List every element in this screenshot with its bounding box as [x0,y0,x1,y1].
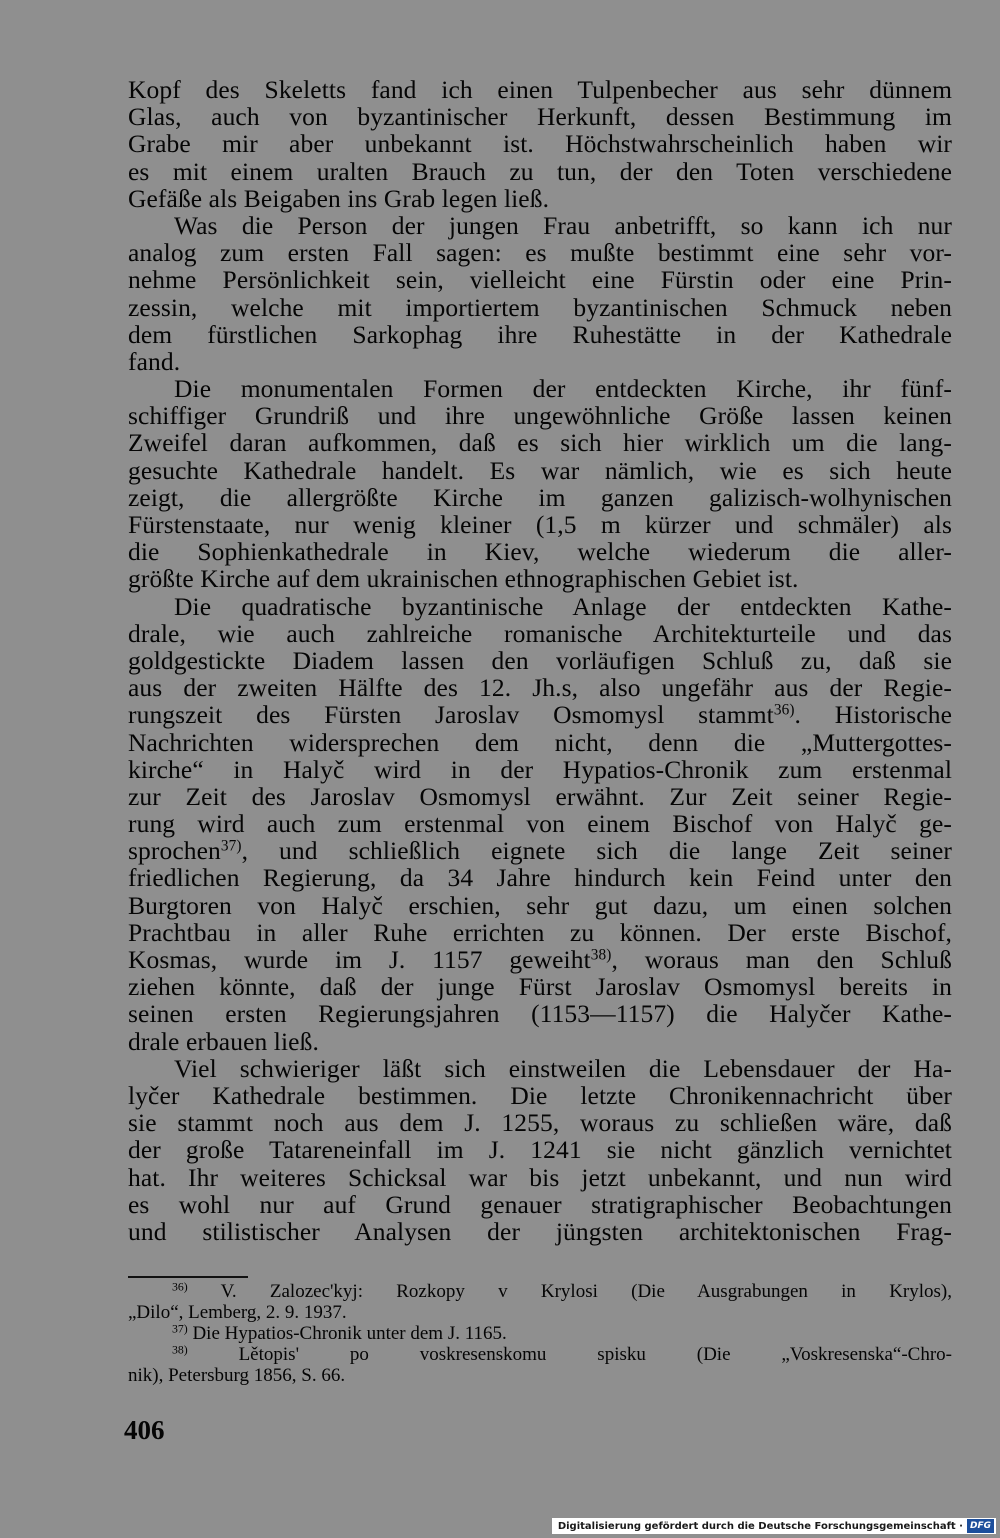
text-line: Viel schwieriger läßt sich einstweilen die Lebensdauer der Ha- [174,1053,952,1083]
footnote-line: „Dilo“, Lemberg, 2. 9. 1937. [128,1302,347,1323]
text-span: rungszeit des Fürsten Jaroslav Osmomysl stammt [128,700,774,730]
text-line: Zweifel daran aufkommen, daß es sich hier wirklich um die lang- [128,428,952,458]
text-line: Nachrichten widersprechen dem nicht, denn die „Muttergottes- [128,727,952,757]
text-line: nehme Persönlichkeit sein, vielleicht eine Fürstin oder eine Prin- [128,265,952,295]
footnote-mark: 38) [172,1343,188,1357]
footnote-line [128,1323,952,1344]
text-line: gesuchte Kathedrale handelt. Es war nämlich, wie es sich heute [128,455,952,485]
text-span: , woraus man den Schluß [611,945,952,974]
text-line: Die monumentalen Formen der entdeckten Kirche, ihr fünf- [174,374,952,404]
text-line: Gefäße als Beigaben ins Grab legen ließ. [128,183,550,213]
text-line: aus der zweiten Hälfte des 12. Jh.s, also ungefähr aus der Regie- [128,673,952,703]
text-line: kirche“ in Halyč wird in der Hypatios-Chronik zum erstenmal [128,754,952,784]
page-number: 406 [124,1415,165,1445]
footnote-ref: 37) [220,837,242,855]
text-span: sprochen [128,836,221,866]
footnote-separator [128,1276,248,1278]
text-line: zur Zeit des Jaroslav Osmomysl erwähnt. Zur Zeit seiner Regie- [128,781,952,811]
footnote-ref: 36) [773,701,795,719]
text-line [128,837,952,864]
text-line: friedlichen Regierung, da 34 Jahre hindurch kein Feind unter den [128,863,952,893]
credit-text: Digitalisierung gefördert durch die Deutsche Forschungsgemeinschaft · [557,1520,963,1532]
footnote-text: Die Hypatios-Chronik unter dem J. 1165. [192,1323,507,1344]
text-line: rung wird auch zum erstenmal von einem Bischof von Halyč ge- [128,809,952,839]
text-line: dem fürstlichen Sarkophag ihre Ruhestätte in der Kathedrale [128,319,952,349]
text-line: analog zum ersten Fall sagen: es mußte bestimmt eine sehr vor- [128,238,952,268]
text-line [128,946,952,973]
text-span: Kosmas, wurde im J. 1157 geweiht [128,945,591,974]
footnote-mark: 36) [172,1280,188,1294]
text-line: seinen ersten Regierungsjahren (1153—1157) die Halyčer Kathe- [128,999,952,1029]
text-line: Prachtbau in aller Ruhe errichten zu können. Der erste Bischof, [128,917,952,947]
dfg-logo-icon: DFG [967,1519,994,1533]
text-line: zessin, welche mit importiertem byzantinischen Schmuck neben [128,292,952,322]
text-line: Fürstenstaate, nur wenig kleiner (1,5 m kürzer und schmäler) als [128,510,952,539]
text-line: fand. [128,346,181,376]
text-line: ziehen könnte, daß der junge Fürst Jaroslav Osmomysl bereits in [128,972,952,1002]
footnote-line [128,1344,952,1365]
text-line: die Sophienkathedrale in Kiev, welche wiederum die aller- [128,537,952,567]
footnote-ref: 38) [590,946,612,964]
text-span: , und schließlich eignete sich die lange Zeit seiner [241,836,952,866]
footnote-text: V. Zalozec'kyj: Rozkopy v Krylosi (Die Ausgrabungen in Krylos), [220,1281,952,1302]
text-line: goldgestickte Diadem lassen den vorläufigen Schluß zu, daß sie [128,645,952,675]
text-line: Grabe mir aber unbekannt ist. Höchstwahrscheinlich haben wir [128,129,952,159]
text-span: . Historische [794,700,952,730]
text-line: der große Tatareneinfall im J. 1241 sie nicht gänzlich vernichtet [128,1135,952,1165]
footnote-text: Lětopis' po voskresenskomu spisku (Die „Voskresenska“-Chro- [238,1344,953,1365]
footnote-mark: 37) [172,1322,188,1336]
footnote-line [128,1281,952,1302]
text-line: und stilistischer Analysen der jüngsten architektonischen Frag- [128,1216,952,1246]
text-line: lyčer Kathedrale bestimmen. Die letzte Chronikennachricht über [128,1080,952,1110]
text-line [128,701,952,728]
text-line: drale, wie auch zahlreiche romanische Architekturteile und das [128,618,952,648]
text-line: Glas, auch von byzantinischer Herkunft, dessen Bestimmung im [128,102,952,132]
text-line: größte Kirche auf dem ukrainischen ethnographischen Gebiet ist. [128,564,799,594]
text-line: hat. Ihr weiteres Schicksal war bis jetzt unbekannt, und nun wird [128,1162,952,1192]
text-line: zeigt, die allergrößte Kirche im ganzen galizisch-wolhynischen [128,482,952,512]
text-line: es mit einem uralten Brauch zu tun, der den Toten verschiedene [128,156,952,186]
text-line: Burgtoren von Halyč erschien, sehr gut dazu, um einen solchen [128,890,952,920]
text-line: schiffiger Grundriß und ihre ungewöhnliche Größe lassen keinen [128,401,952,431]
body-text [128,76,952,1245]
digitization-credit [552,1518,996,1534]
text-line: Die quadratische byzantinische Anlage der entdeckten Kathe- [174,591,952,621]
footnotes [128,1281,952,1386]
text-line: Was die Person der jungen Frau anbetrifft, so kann ich nur [174,210,952,240]
footnote-line: nik), Petersburg 1856, S. 66. [128,1365,346,1386]
text-line: es wohl nur auf Grund genauer stratigraphischer Beobachtungen [128,1189,952,1219]
text-line: drale erbauen ließ. [128,1026,319,1056]
text-line: Kopf des Skeletts fand ich einen Tulpenbecher aus sehr dünnem [128,75,952,104]
text-line: sie stammt noch aus dem J. 1255, woraus zu schließen wäre, daß [128,1108,952,1138]
